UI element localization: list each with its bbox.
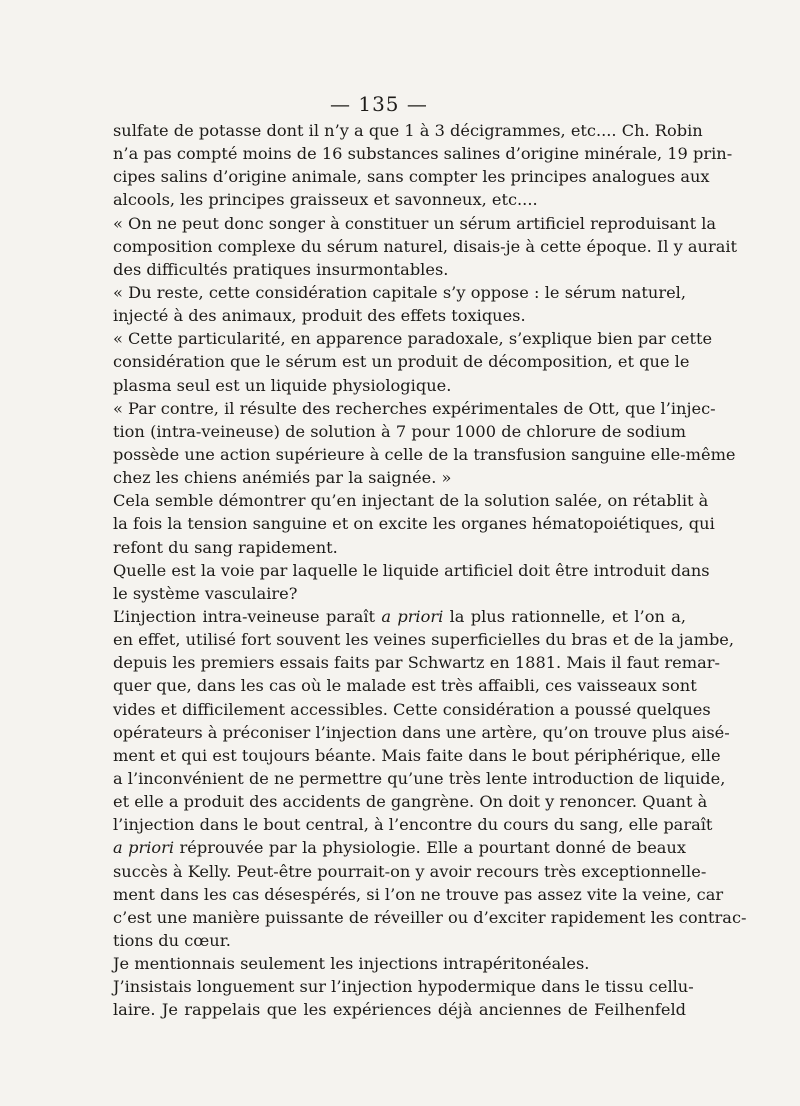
text-line: « Par contre, il résulte des recherches expérimentales de Ott, que l’injec- bbox=[113, 398, 716, 418]
text-line: « Du reste, cette considération capitale s’y oppose : le sérum naturel, bbox=[113, 282, 686, 302]
text-line: cipes salins d’origine animale, sans compter les principes analogues aux bbox=[113, 167, 710, 187]
text-line: Quelle est la voie par laquelle le liquide artificiel doit être introduit dans bbox=[113, 560, 710, 580]
text-line: plasma seul est un liquide physiologique. bbox=[113, 375, 452, 395]
text-line: en effet, utilisé fort souvent les veines superficielles du bras et de la jambe, bbox=[113, 630, 735, 650]
text-line: ment et qui est toujours béante. Mais faite dans le bout périphérique, elle bbox=[113, 745, 721, 765]
text-line: ment dans les cas désespérés, si l’on ne trouve pas assez vite la veine, car bbox=[113, 884, 724, 904]
italic-phrase: a priori bbox=[381, 606, 444, 626]
text-line: Je mentionnais seulement les injections intrapéritonéales. bbox=[113, 954, 590, 974]
text-line: quer que, dans les cas où le malade est très affaibli, ces vaisseaux sont bbox=[113, 676, 697, 696]
text-line: et elle a produit des accidents de gangrène. On doit y renoncer. Quant à bbox=[113, 792, 708, 812]
text-line: J’insistais longuement sur l’injection hypodermique dans le tissu cellu- bbox=[113, 977, 694, 997]
text-line: injecté à des animaux, produit des effets toxiques. bbox=[113, 306, 526, 326]
text-line: a priori réprouvée par la physiologie. Elle a pourtant donné de beaux bbox=[113, 838, 686, 858]
page-number: — 135 — bbox=[330, 92, 428, 116]
text-line: L’injection intra-veineuse paraît a priori la plus rationnelle, et l’on a, bbox=[113, 606, 686, 626]
text-line: Cela semble démontrer qu’en injectant de la solution salée, on rétablit à bbox=[113, 491, 709, 511]
text-line: l’injection dans le bout central, à l’encontre du cours du sang, elle paraît bbox=[113, 815, 713, 835]
text-line: « Cette particularité, en apparence paradoxale, s’explique bien par cette bbox=[113, 329, 713, 349]
text-line: a l’inconvénient de ne permettre qu’une très lente introduction de liquide, bbox=[113, 768, 726, 788]
text-line: alcools, les principes graisseux et savonneux, etc.... bbox=[113, 190, 538, 210]
text-line: des difficultés pratiques insurmontables. bbox=[113, 259, 449, 279]
text-line: n’a pas compté moins de 16 substances salines d’origine minérale, 19 prin- bbox=[113, 144, 733, 164]
text-line: possède une action supérieure à celle de la transfusion sanguine elle-même bbox=[113, 444, 736, 464]
italic-phrase: a priori bbox=[113, 838, 175, 858]
text-line: succès à Kelly. Peut-être pourrait-on y avoir recours très exceptionnelle- bbox=[113, 861, 707, 881]
body-text bbox=[113, 119, 747, 1021]
text-line: considération que le sérum est un produit de décomposition, et que le bbox=[113, 352, 690, 372]
text-line: tion (intra-veineuse) de solution à 7 pour 1000 de chlorure de sodium bbox=[113, 421, 686, 441]
text-line: le système vasculaire? bbox=[113, 583, 298, 603]
text-line: la fois la tension sanguine et on excite les organes hématopoiétiques, qui bbox=[113, 514, 715, 534]
text-line: sulfate de potasse dont il n’y a que 1 à 3 décigrammes, etc.... Ch. Robin bbox=[113, 121, 703, 140]
text-line: chez les chiens anémiés par la saignée. » bbox=[113, 468, 452, 488]
text-line: « On ne peut donc songer à constituer un sérum artificiel reproduisant la bbox=[113, 213, 717, 233]
text-line: depuis les premiers essais faits par Schwartz en 1881. Mais il faut remar- bbox=[113, 653, 720, 673]
text-line: tions du cœur. bbox=[113, 930, 231, 950]
text-line: laire. Je rappelais que les expériences déjà anciennes de Feilhenfeld bbox=[113, 1000, 686, 1020]
text-line: c’est une manière puissante de réveiller ou d’exciter rapidement les contrac- bbox=[113, 907, 747, 927]
text-line: opérateurs à préconiser l’injection dans une artère, qu’on trouve plus aisé- bbox=[113, 722, 730, 742]
text-line: refont du sang rapidement. bbox=[113, 537, 338, 557]
text-line: composition complexe du sérum naturel, disais-je à cette époque. Il y aurait bbox=[113, 236, 738, 256]
text-line: vides et difficilement accessibles. Cette considération a poussé quelques bbox=[113, 699, 711, 719]
